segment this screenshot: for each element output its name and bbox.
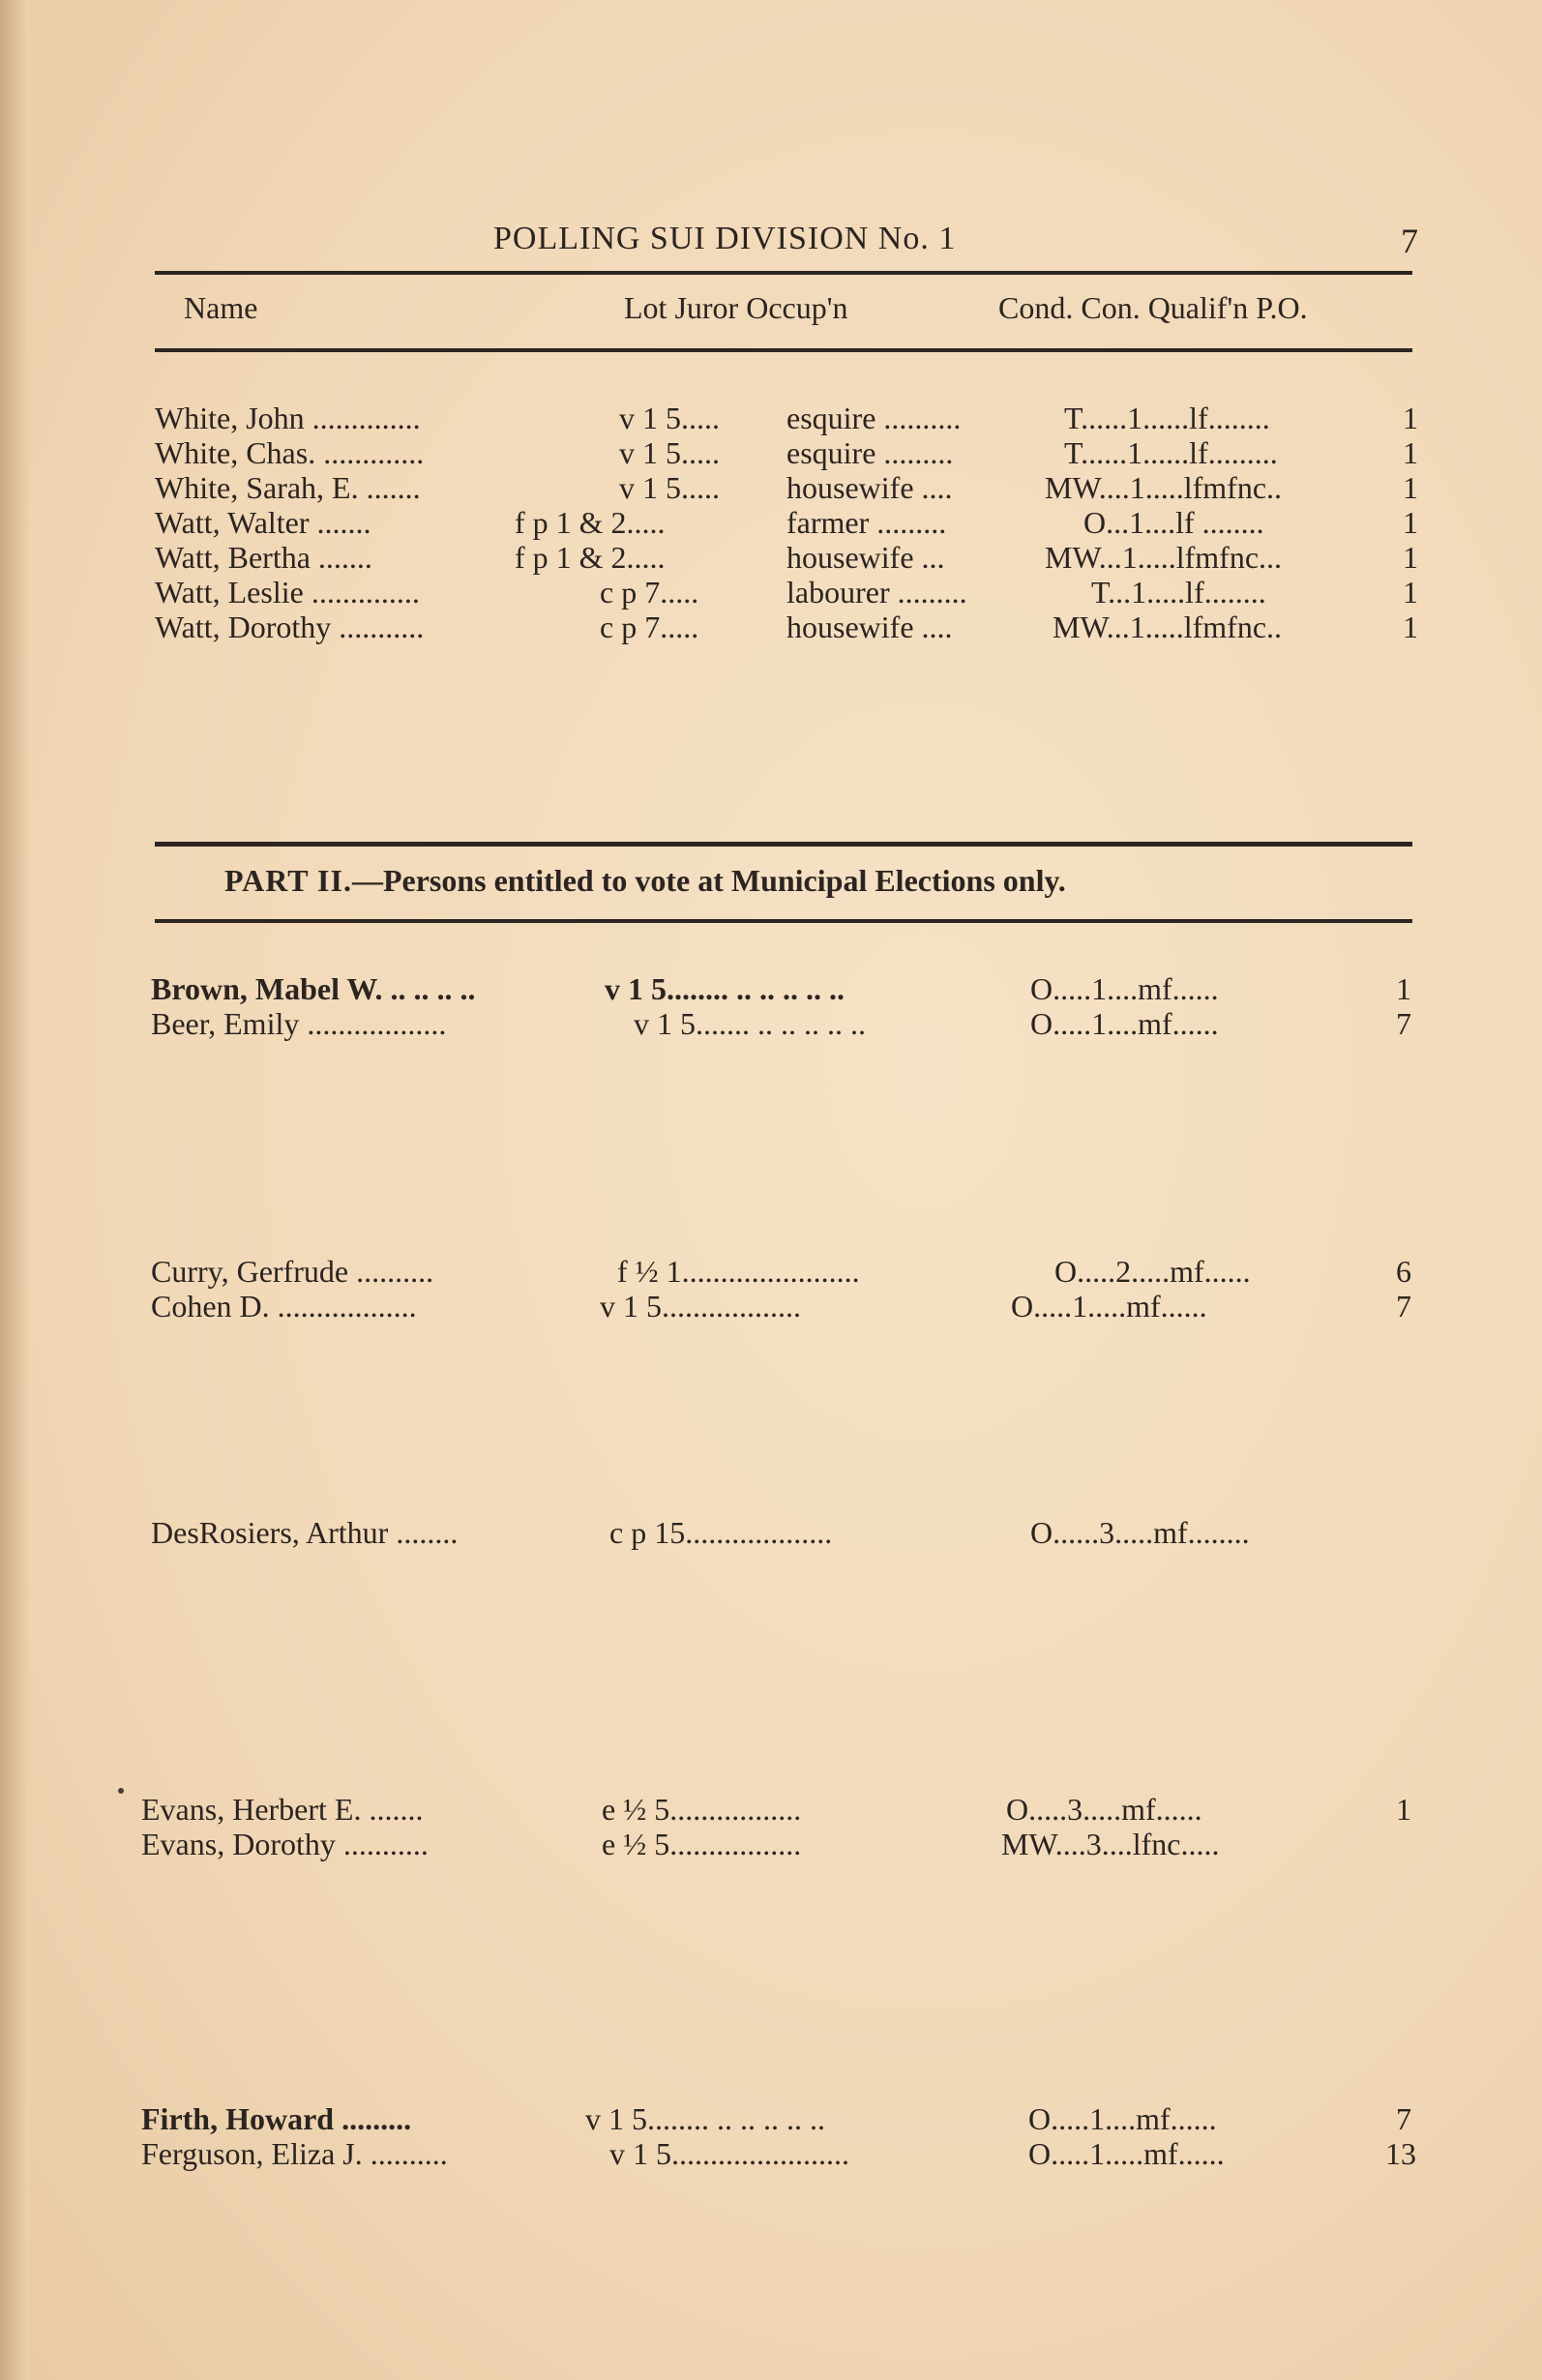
voter-po: 1: [1403, 470, 1418, 505]
voter-qualification: MW...1.....lfmfnc..: [1053, 610, 1283, 644]
voter-po: 7: [1396, 2101, 1411, 2136]
part2-rule-bottom: [155, 919, 1412, 923]
column-header-cond-con-qualif-po: Cond. Con. Qualif'n P.O.: [998, 290, 1308, 325]
table-row: [151, 971, 1417, 1010]
table-row: [151, 1515, 1417, 1554]
table-row: [155, 540, 1417, 579]
voter-po: 1: [1403, 401, 1418, 435]
voter-po: 1: [1396, 971, 1411, 1006]
ink-speck: [118, 1788, 124, 1794]
table-row: [155, 505, 1417, 544]
voter-occupation: esquire ..........: [786, 401, 962, 435]
voter-lot: v 1 5.....: [619, 435, 720, 470]
voter-po: 1: [1396, 1792, 1411, 1827]
voter-lot: v 1 5..................: [600, 1289, 801, 1324]
table-row: [155, 401, 1417, 439]
voter-name: Evans, Herbert E. .......: [141, 1792, 424, 1827]
voter-name: Curry, Gerfrude ..........: [151, 1254, 434, 1289]
voter-occupation: housewife ....: [786, 610, 953, 644]
voter-po: 1: [1403, 505, 1418, 540]
part2-label: PART II.: [224, 863, 352, 898]
voter-qualification: O...1....lf ........: [1083, 505, 1264, 540]
part2-description: —Persons entitled to vote at Municipal Elections only.: [351, 863, 1066, 898]
voter-qualification: O.....1.....mf......: [1028, 2136, 1225, 2171]
column-header-lot-juror-occup: Lot Juror Occup'n: [624, 290, 848, 325]
voter-lot: v 1 5.....: [619, 470, 720, 505]
voter-lot: e ½ 5.................: [602, 1792, 802, 1827]
voter-occupation: housewife ...: [786, 540, 945, 575]
voter-name: Evans, Dorothy ...........: [141, 1827, 429, 1861]
voter-name: DesRosiers, Arthur ........: [151, 1515, 459, 1550]
voter-name: White, Sarah, E. .......: [155, 470, 421, 505]
page-number: 7: [1401, 222, 1418, 260]
voter-qualification: O.....2.....mf......: [1054, 1254, 1251, 1289]
voter-qualification: MW...1.....lfmfnc...: [1045, 540, 1283, 575]
voter-name: White, John ..............: [155, 401, 421, 435]
part2-rule-top: [155, 842, 1412, 847]
voter-lot: v 1 5.....: [619, 401, 720, 435]
voter-qualification: O.....1.....mf......: [1011, 1289, 1207, 1324]
voter-qualification: T...1.....lf........: [1091, 575, 1266, 610]
voter-name: Watt, Walter .......: [155, 505, 371, 540]
voter-po: 1: [1403, 435, 1418, 470]
voter-qualification: O.....3.....mf......: [1006, 1792, 1202, 1827]
voter-po: 7: [1396, 1006, 1411, 1041]
voter-lot: e ½ 5.................: [602, 1827, 802, 1861]
column-header-name: Name: [184, 290, 258, 325]
voter-lot: f ½ 1.......................: [617, 1254, 860, 1289]
voter-lot: f p 1 & 2.....: [515, 505, 666, 540]
voter-occupation: labourer .........: [786, 575, 967, 610]
header-rule-bottom: [155, 348, 1412, 352]
table-row: [141, 1827, 1417, 1865]
voter-qualification: O.....1....mf......: [1028, 2101, 1217, 2136]
table-row: [155, 470, 1417, 509]
table-row: [141, 2101, 1417, 2140]
voter-qualification: O.....1....mf......: [1030, 1006, 1219, 1041]
part2-heading: [224, 863, 1066, 899]
voter-lot: c p 7.....: [600, 575, 699, 610]
table-row: [141, 1792, 1417, 1830]
voter-occupation: housewife ....: [786, 470, 953, 505]
voter-po: 6: [1396, 1254, 1411, 1289]
header-rule-top: [155, 271, 1412, 275]
voter-lot: f p 1 & 2.....: [515, 540, 666, 575]
voter-qualification: T......1......lf.........: [1064, 435, 1278, 470]
voter-lot: v 1 5.......................: [609, 2136, 849, 2171]
voter-name: Brown, Mabel W. .. .. .. ..: [151, 971, 476, 1006]
table-row: [155, 610, 1417, 648]
table-row: [151, 1289, 1417, 1327]
voter-po: 7: [1396, 1289, 1411, 1324]
voter-qualification: T......1......lf........: [1064, 401, 1270, 435]
voter-lot: v 1 5........ .. .. .. .. ..: [605, 971, 845, 1006]
table-row: [141, 2136, 1417, 2175]
voter-lot: c p 7.....: [600, 610, 699, 644]
voter-qualification: O.....1....mf......: [1030, 971, 1219, 1006]
page-header-title: POLLING SUI DIVISION No. 1: [493, 221, 957, 256]
voter-po: 1: [1403, 610, 1418, 644]
voter-name: Watt, Bertha .......: [155, 540, 372, 575]
voter-name: Cohen D. ..................: [151, 1289, 417, 1324]
voter-name: Watt, Leslie ..............: [155, 575, 420, 610]
voter-occupation: esquire .........: [786, 435, 954, 470]
book-spine-shadow: [0, 0, 29, 2380]
voter-qualification: MW....3....lfnc.....: [1001, 1827, 1220, 1861]
voter-name: White, Chas. .............: [155, 435, 425, 470]
voter-name: Beer, Emily ..................: [151, 1006, 447, 1041]
voter-lot: v 1 5....... .. .. .. .. ..: [634, 1006, 866, 1041]
voter-name: Watt, Dorothy ...........: [155, 610, 425, 644]
table-row: [151, 1254, 1417, 1293]
voter-lot: v 1 5........ .. .. .. .. ..: [585, 2101, 825, 2136]
voter-po: 13: [1385, 2136, 1416, 2171]
voter-qualification: O......3.....mf........: [1030, 1515, 1250, 1550]
voter-name: Firth, Howard .........: [141, 2101, 412, 2136]
table-row: [155, 575, 1417, 613]
table-row: [155, 435, 1417, 474]
table-row: [151, 1006, 1417, 1045]
voter-name: Ferguson, Eliza J. ..........: [141, 2136, 448, 2171]
voter-lot: c p 15...................: [609, 1515, 833, 1550]
voter-po: 1: [1403, 575, 1418, 610]
voter-qualification: MW....1.....lfmfnc..: [1045, 470, 1283, 505]
voter-po: 1: [1403, 540, 1418, 575]
voter-occupation: farmer .........: [786, 505, 947, 540]
